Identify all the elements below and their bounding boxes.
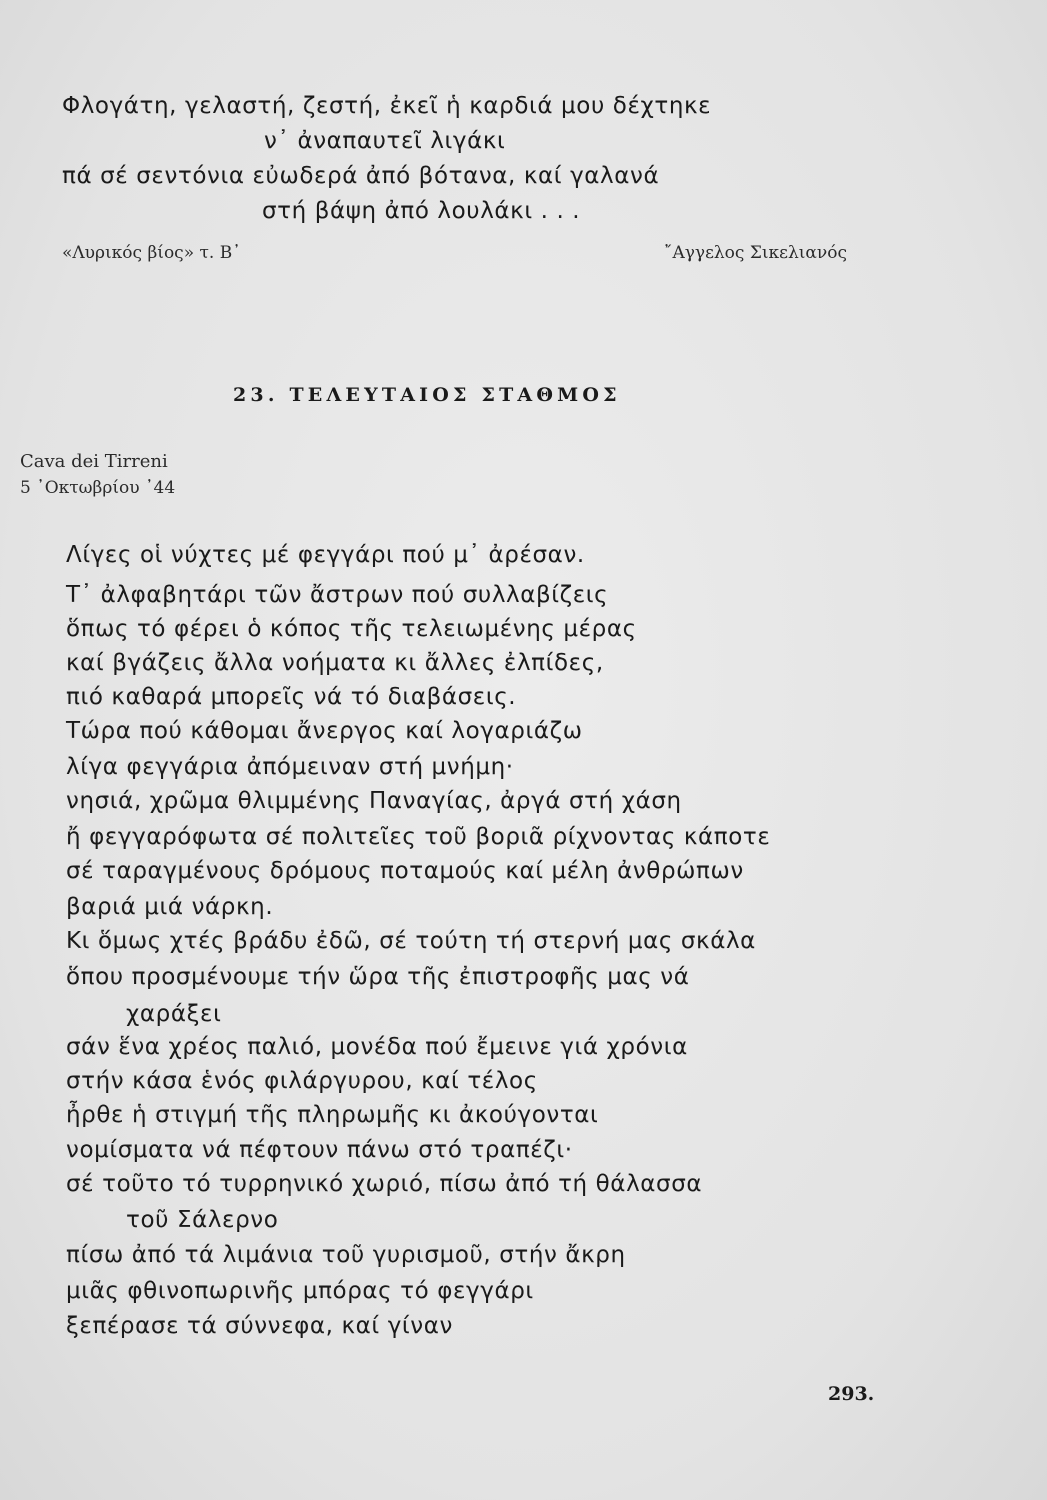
epigraph-source: «Λυρικός βίος» τ. Β᾿ (62, 243, 241, 263)
poem-place: Cava dei Tirreni (20, 451, 168, 472)
poem-line: Κι ὅμως χτές βράδυ ἐδῶ, σέ τούτη τή στερνή μας σκάλα (66, 928, 756, 954)
poem-line: χαράξει (126, 1001, 222, 1027)
poem-line: ξεπέρασε τά σύννεφα, καί γίναν (66, 1313, 453, 1339)
epigraph-author: ῎Αγγελος Σικελιανός (664, 243, 847, 263)
poem-date: 5 ᾿Οκτωβρίου ᾿44 (20, 478, 176, 498)
poem-line: Τ᾿ ἀλφαβητάρι τῶν ἄστρων πού συλλαβίζεις (66, 582, 609, 608)
poem-line: βαριά μιά νάρκη. (66, 894, 274, 920)
poem-line: σέ τοῦτο τό τυρρηνικό χωριό, πίσω ἀπό τή θάλασσα (66, 1171, 703, 1197)
poem-line: πιό καθαρά μπορεῖς νά τό διαβάσεις. (66, 684, 517, 710)
poem-line: στήν κάσα ἑνός φιλάργυρου, καί τέλος (66, 1068, 538, 1094)
poem-line: λίγα φεγγάρια ἀπόμειναν στή μνήμη· (66, 754, 514, 780)
poem-line: Λίγες οἱ νύχτες μέ φεγγάρι πού μ᾿ ἀρέσαν. (66, 542, 585, 568)
poem-line: σάν ἕνα χρέος παλιό, μονέδα πού ἔμεινε γιά χρόνια (66, 1034, 688, 1060)
epigraph-line-4: στή βάψη ἀπό λουλάκι . . . (262, 198, 581, 224)
poem-line: πίσω ἀπό τά λιμάνια τοῦ γυρισμοῦ, στήν ἄκρη (66, 1242, 626, 1268)
poem-line: ἤ φεγγαρόφωτα σέ πολιτεῖες τοῦ βοριᾶ ρίχνοντας κάποτε (66, 824, 771, 850)
poem-line: σέ ταραγμένους δρόμους ποταμούς καί μέλη ἀνθρώπων (66, 858, 744, 884)
poem-line: ὅπου προσμένουμε τήν ὥρα τῆς ἐπιστροφῆς μας νά (66, 964, 690, 990)
poem-line: νησιά, χρῶμα θλιμμένης Παναγίας, ἀργά στή χάση (66, 788, 682, 814)
poem-line: ἦρθε ἡ στιγμή τῆς πληρωμῆς κι ἀκούγονται (66, 1102, 599, 1128)
poem-line: μιᾶς φθινοπωρινῆς μπόρας τό φεγγάρι (66, 1278, 534, 1304)
poem-line: τοῦ Σάλερνο (126, 1207, 279, 1233)
poem-title: 23. ΤΕΛΕΥΤΑΙΟΣ ΣΤΑΘΜΟΣ (233, 384, 621, 406)
page-number: 293. (828, 1383, 875, 1405)
poem-line: καί βγάζεις ἄλλα νοήματα κι ἄλλες ἐλπίδες, (66, 650, 604, 676)
epigraph-line-2: ν᾿ ἀναπαυτεῖ λιγάκι (264, 128, 506, 154)
epigraph-line-3: πά σέ σεντόνια εὐωδερά ἀπό βότανα, καί γαλανά (62, 163, 660, 189)
poem-line: νομίσματα νά πέφτουν πάνω στό τραπέζι· (66, 1137, 573, 1163)
poem-line: ὅπως τό φέρει ὁ κόπος τῆς τελειωμένης μέρας (66, 616, 637, 642)
epigraph-line-1: Φλογάτη, γελαστή, ζεστή, ἐκεῖ ἡ καρδιά μου δέχτηκε (62, 93, 712, 119)
poem-line: Τώρα πού κάθομαι ἄνεργος καί λογαριάζω (66, 718, 583, 744)
